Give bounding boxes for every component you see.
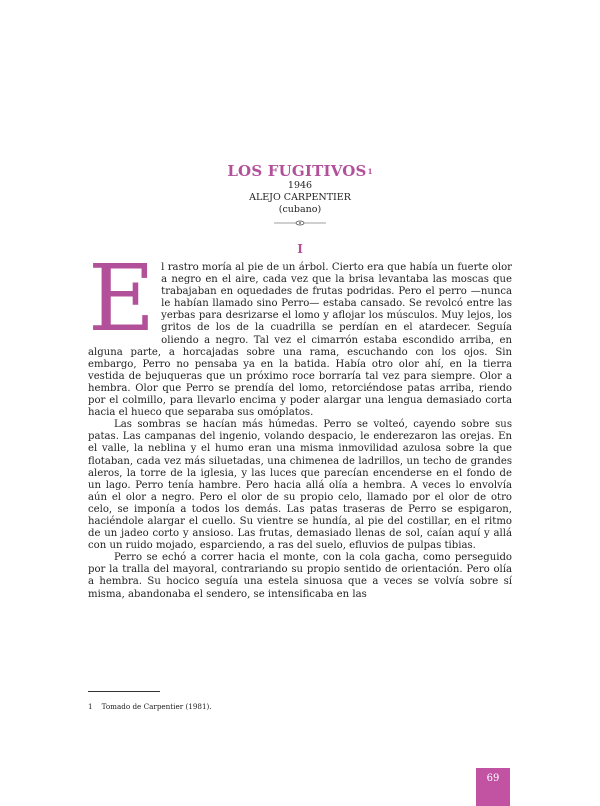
drop-cap: E — [88, 245, 156, 352]
body-text — [88, 245, 512, 601]
author-nationality: (cubano) — [278, 204, 322, 215]
story-title-text: LOS FUGITIVOS — [227, 162, 367, 180]
section-numeral: I — [297, 242, 303, 256]
paragraph — [88, 245, 512, 419]
page-number-box — [476, 768, 510, 806]
footnote-reference[interactable]: 1 — [367, 167, 373, 176]
footnote-number: 1 — [88, 702, 93, 711]
publication-year: 1946 — [287, 180, 313, 191]
story-title — [0, 162, 600, 180]
paragraph: Perro se echó a correr hacia el monte, con la cola gacha, como perseguido por la tralla del mayoral, contrariando su propio sentido de orientación. Pero olía a hembra. Su hocico seguía una estela sinuosa que a veces se volvía sobre sí misma, abandonaba el sendero, se intensificaba en las — [88, 552, 512, 600]
footnote-text: Tomado de Carpentier (1981). — [101, 702, 212, 711]
footnote — [88, 702, 212, 711]
paragraph: Las sombras se hacían más húmedas. Perro se volteó, cayendo sobre sus patas. Las campanas del ingenio, volando despacio, le enderezaron las orejas. En el valle, la neblina y el humo eran una misma inmovilidad azulosa sobre la que flotaban, cada vez más siluetadas, una chimenea de ladrillos, un techo de grandes aleros, la torre de la iglesia, y las luces que parecían encenderse en el fondo de un lago. Perro tenía hambre. Pero hacia allá olía a hembra. A veces lo envolvía aún el olor a negro. Pero el olor de su propio celo, llamado por el olor de otro celo, se imponía a todos los demás. Las patas traseras de Perro se espigaron, haciéndole alargar el cuello. Su vientre se hundía, al pie del costillar, en el ritmo de un jadeo corto y ansioso. Las frutas, demasiado llenas de sol, caían aquí y allá con un ruido mojado, esparciendo, a ras del suelo, efluvios de pulpas tibias. — [88, 419, 512, 552]
page-number: 69 — [486, 773, 500, 784]
author-name: ALEJO CARPENTIER — [249, 192, 351, 203]
chapter-header — [0, 162, 600, 227]
paragraph-text: l rastro moría al pie de un árbol. Cierto era que había un fuerte olor a negro en el aire, cada vez que la brisa levantaba las moscas que trabajaban en oquedades de frutas podridas. Pero el perro —nunca le habían llamado sino Perro— estaba cansado. Se revolcó entre las yerbas para desrizarse el lomo y aflojar los músculos. Muy lejos, los gritos de los de la cuadrilla se perdían en el atardecer. Seguía oliendo a negro. Tal vez el cimarrón estaba escondido arriba, en alguna parte, a horcajadas sobre una rama, escuchando con los ojos. Sin embargo, Perro no pensaba ya en la batida. Había otro olor ahí, en la tierra vestida de bejuqueras que un próximo roce borraría tal vez para siempre. Olor a hembra. Olor que Perro se prendía del lomo, retorciéndose patas arriba, riendo por el colmillo, para llevarlo encima y poder alargar una lengua demasiado corta hacia el hueco que separaba sus omóplatos. — [88, 262, 512, 419]
footnote-divider — [88, 691, 160, 692]
divider-ornament-icon — [272, 219, 328, 227]
